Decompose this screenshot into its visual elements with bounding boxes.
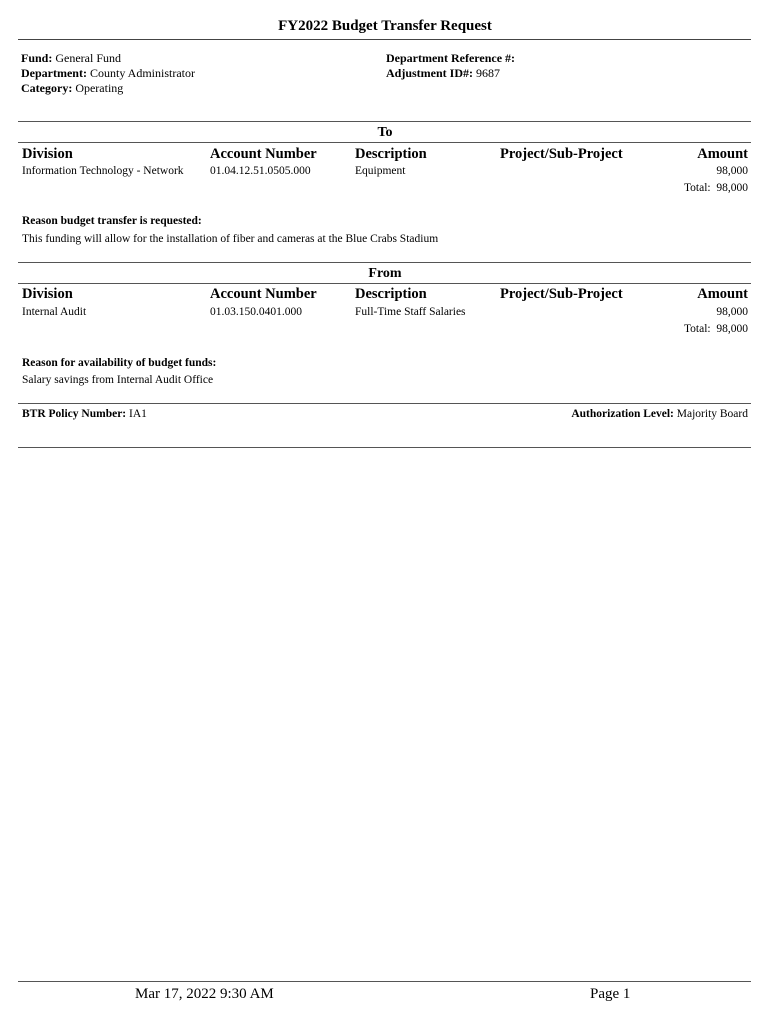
btr-policy-value: IA1 [129, 408, 147, 420]
department-line [21, 66, 195, 81]
adjustment-line [386, 66, 515, 81]
from-total-value: 98,000 [716, 323, 748, 335]
from-col-project: Project/Sub-Project [500, 286, 623, 302]
to-col-amount: Amount [697, 146, 748, 162]
footer-rule [18, 981, 751, 982]
from-reason-label: Reason for availability of budget funds: [22, 357, 217, 369]
to-col-account: Account Number [210, 146, 317, 162]
authorization-level [450, 408, 748, 420]
meta-right [386, 51, 515, 81]
fund-line [21, 51, 195, 66]
fund-label: Fund: [21, 51, 53, 65]
from-top-rule [18, 262, 751, 263]
meta-left [21, 51, 195, 96]
to-reason-text: This funding will allow for the installation of fiber and cameras at the Blue Crabs Stadium [22, 233, 439, 245]
adjustment-value: 9687 [476, 66, 500, 80]
category-label: Category: [21, 81, 73, 95]
from-header-rule [18, 283, 751, 284]
to-total-value: 98,000 [716, 182, 748, 194]
policy-rule [18, 403, 751, 404]
footer-timestamp: Mar 17, 2022 9:30 AM [135, 986, 274, 1002]
title-rule [18, 39, 751, 40]
dept-ref-line [386, 51, 515, 66]
from-total [600, 323, 748, 335]
to-row-amount: 98,000 [716, 165, 748, 177]
category-value: Operating [75, 81, 124, 95]
document-title: FY2022 Budget Transfer Request [278, 18, 492, 34]
to-col-project: Project/Sub-Project [500, 146, 623, 162]
btr-policy [22, 408, 147, 420]
to-row-description: Equipment [355, 165, 406, 177]
to-top-rule [18, 121, 751, 122]
from-col-account: Account Number [210, 286, 317, 302]
from-row-account: 01.03.150.0401.000 [210, 306, 302, 318]
category-line [21, 81, 195, 96]
from-row-division: Internal Audit [22, 306, 87, 318]
to-reason-label: Reason budget transfer is requested: [22, 215, 202, 227]
from-row-amount: 98,000 [716, 306, 748, 318]
from-col-amount: Amount [697, 286, 748, 302]
from-heading: From [368, 266, 402, 281]
to-row-division: Information Technology - Network [22, 165, 184, 177]
to-heading: To [377, 125, 393, 140]
auth-label: Authorization Level: [571, 408, 674, 420]
from-col-description: Description [355, 286, 427, 302]
to-total-label: Total: [683, 182, 711, 194]
policy-bottom-rule [18, 447, 751, 448]
from-col-division: Division [22, 286, 73, 302]
from-reason-text: Salary savings from Internal Audit Office [22, 374, 214, 386]
to-col-description: Description [355, 146, 427, 162]
footer-page-number: Page 1 [590, 986, 631, 1002]
to-row-account: 01.04.12.51.0505.000 [210, 165, 311, 177]
to-total [600, 182, 748, 194]
adjustment-label: Adjustment ID#: [386, 66, 473, 80]
btr-policy-label: BTR Policy Number: [22, 408, 127, 420]
to-header-rule [18, 142, 751, 143]
from-row-description: Full-Time Staff Salaries [355, 306, 466, 318]
dept-ref-label: Department Reference #: [386, 51, 516, 65]
to-col-division: Division [22, 146, 73, 162]
fund-value: General Fund [55, 51, 122, 65]
from-total-label: Total: [683, 323, 711, 335]
department-label: Department: [21, 66, 87, 80]
auth-value: Majority Board [676, 408, 748, 420]
department-value: County Administrator [89, 66, 195, 80]
